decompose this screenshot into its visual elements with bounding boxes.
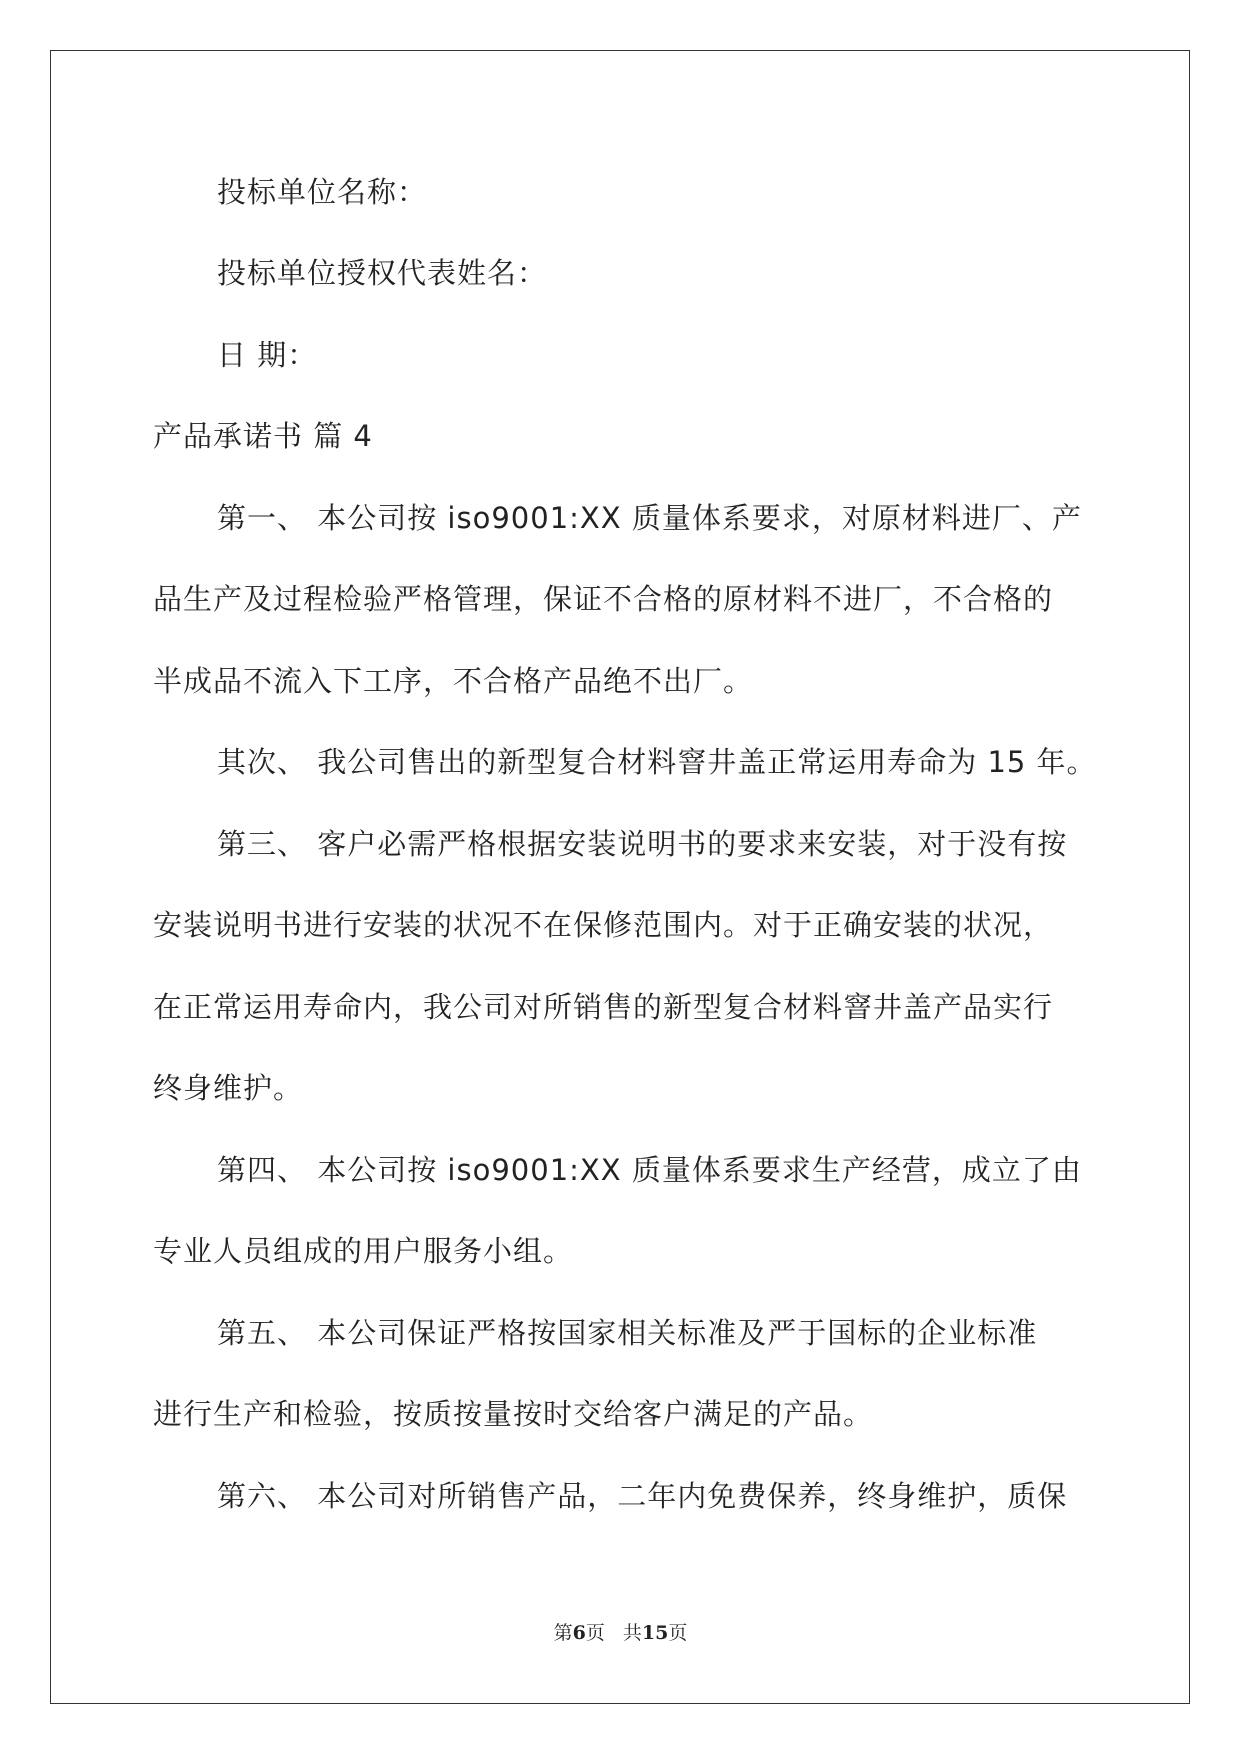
paragraph-line: 第三、 客户必需严格根据安装说明书的要求来安装，对于没有按 (217, 827, 1068, 861)
bidder-name-line: 投标单位名称： (217, 175, 428, 209)
paragraph-line: 其次、 我公司售出的新型复合材料窨井盖正常运用寿命为 15 年。 (217, 745, 1097, 779)
paragraph-line: 第四、 本公司按 iso9001:XX 质量体系要求生产经营，成立了由 (217, 1153, 1082, 1187)
paragraph-line: 在正常运用寿命内，我公司对所销售的新型复合材料窨井盖产品实行 (153, 990, 1054, 1024)
section-heading: 产品承诺书 篇 4 (153, 419, 373, 453)
page-footer (0, 1618, 1241, 1645)
paragraph-line: 第一、 本公司按 iso9001:XX 质量体系要求，对原材料进厂、产 (217, 501, 1082, 535)
paragraph-line: 半成品不流入下工序，不合格产品绝不出厂。 (153, 664, 754, 698)
total-pages: 15 (641, 1622, 669, 1644)
paragraph-line: 品生产及过程检验严格管理，保证不合格的原材料不进厂，不合格的 (153, 582, 1054, 616)
total-suffix: 页 (668, 1622, 688, 1644)
total-prefix: 共 (622, 1622, 642, 1644)
page-border (50, 50, 1190, 1704)
paragraph-line: 专业人员组成的用户服务小组。 (153, 1234, 574, 1268)
paragraph-line: 第五、 本公司保证严格按国家相关标准及严于国标的企业标准 (217, 1316, 1038, 1350)
paragraph-line: 安装说明书进行安装的状况不在保修范围内。对于正确安装的状况， (153, 908, 1054, 942)
date-line: 日 期： (217, 338, 318, 372)
paragraph-line: 进行生产和检验，按质按量按时交给客户满足的产品。 (153, 1397, 874, 1431)
page-suffix: 页 (585, 1622, 605, 1644)
paragraph-line: 第六、 本公司对所销售产品，二年内免费保养，终身维护，质保 (217, 1479, 1068, 1513)
page-number: 6 (572, 1622, 586, 1644)
paragraph-line: 终身维护。 (153, 1071, 304, 1105)
authorized-representative-line: 投标单位授权代表姓名： (217, 256, 548, 290)
page-prefix: 第 (553, 1622, 573, 1644)
